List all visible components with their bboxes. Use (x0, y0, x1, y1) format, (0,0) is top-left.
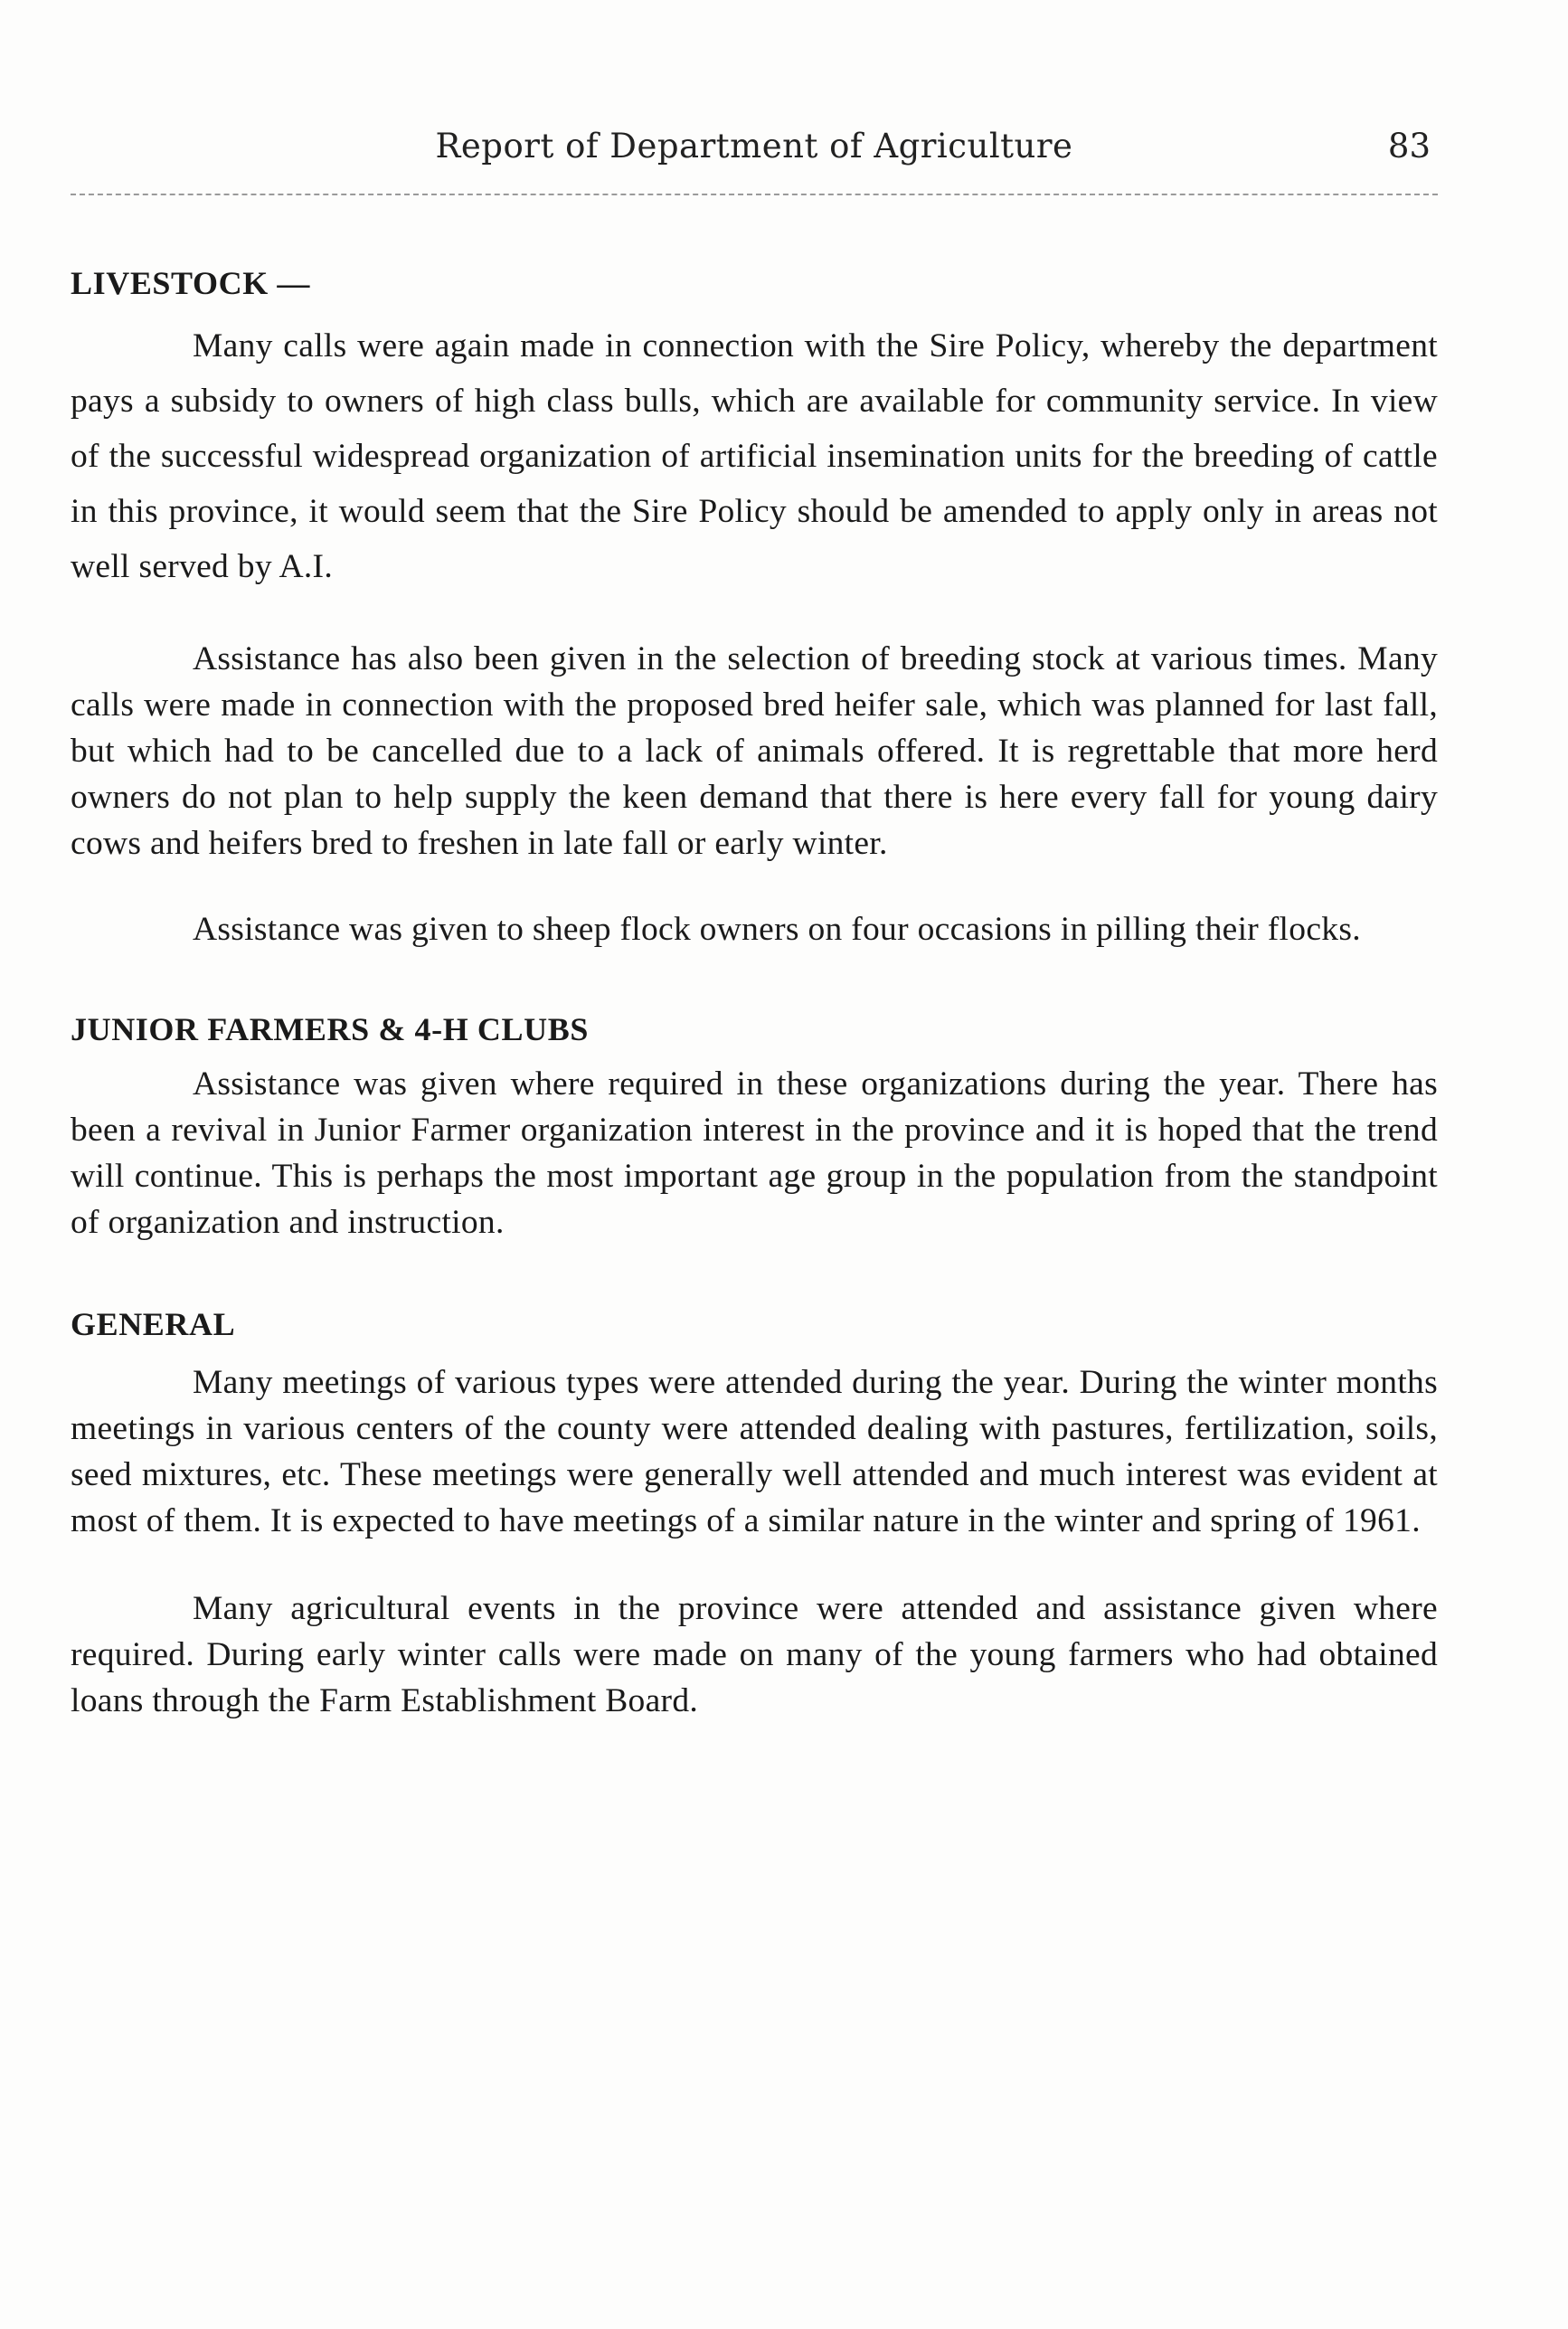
page-header (71, 127, 1438, 181)
paragraph-agricultural-events: Many agricultural events in the province were attended and assistance given where required. During early winter calls were made on many of the young farmers who had obtained loans through the Farm Establishment Board. (71, 1590, 1438, 1719)
paragraph-junior-farmers: Assistance was given where required in these organizations during the year. There has been a revival in Junior Farmer organization interest in the province and it is hoped that the trend will continue. This is perhaps the most important age group in the population from the standpoint of organization and instruction. (71, 1065, 1438, 1241)
header-rule (71, 194, 1438, 195)
page-body (71, 251, 1438, 1724)
section-heading-general: GENERAL (71, 1306, 236, 1342)
paragraph-sheep-flocks: Assistance was given to sheep flock owners on four occasions in pilling their flocks. (193, 911, 1361, 948)
section-heading-junior-farmers: JUNIOR FARMERS & 4-H CLUBS (71, 1011, 589, 1047)
section-heading-livestock: LIVESTOCK — (71, 265, 311, 301)
paragraph-breeding-stock: Assistance has also been given in the selection of breeding stock at various times. Many calls were made in connection with the proposed bred heifer sale, which was planned for last fall, but which had to be cancelled due to a lack of animals offered. It is regrettable that more herd owners do not plan to help supply the keen demand that there is here every fall for young dairy cows and heifers bred to freshen in late fall or early winter. (71, 640, 1438, 862)
page-number: 83 (1387, 127, 1431, 166)
running-title: Report of Department of Agriculture (435, 127, 1073, 166)
paragraph-sire-policy: Many calls were again made in connection with the Sire Policy, whereby the department pays a subsidy to owners of high class bulls, which are available for community service. In view of the successful widespread organization of artificial insemination units for the breeding of cattle in this province, it would seem that the Sire Policy should be amended to apply only in areas not well served by A.I. (71, 327, 1438, 585)
paragraph-meetings: Many meetings of various types were attended during the year. During the winter months meetings in various centers of the county were attended dealing with pastures, fertilization, soils, seed mixtures, etc. These meetings were generally well attended and much interest was evident at most of them. It is expected to have meetings of a similar nature in the winter and spring of 1961. (71, 1364, 1438, 1539)
